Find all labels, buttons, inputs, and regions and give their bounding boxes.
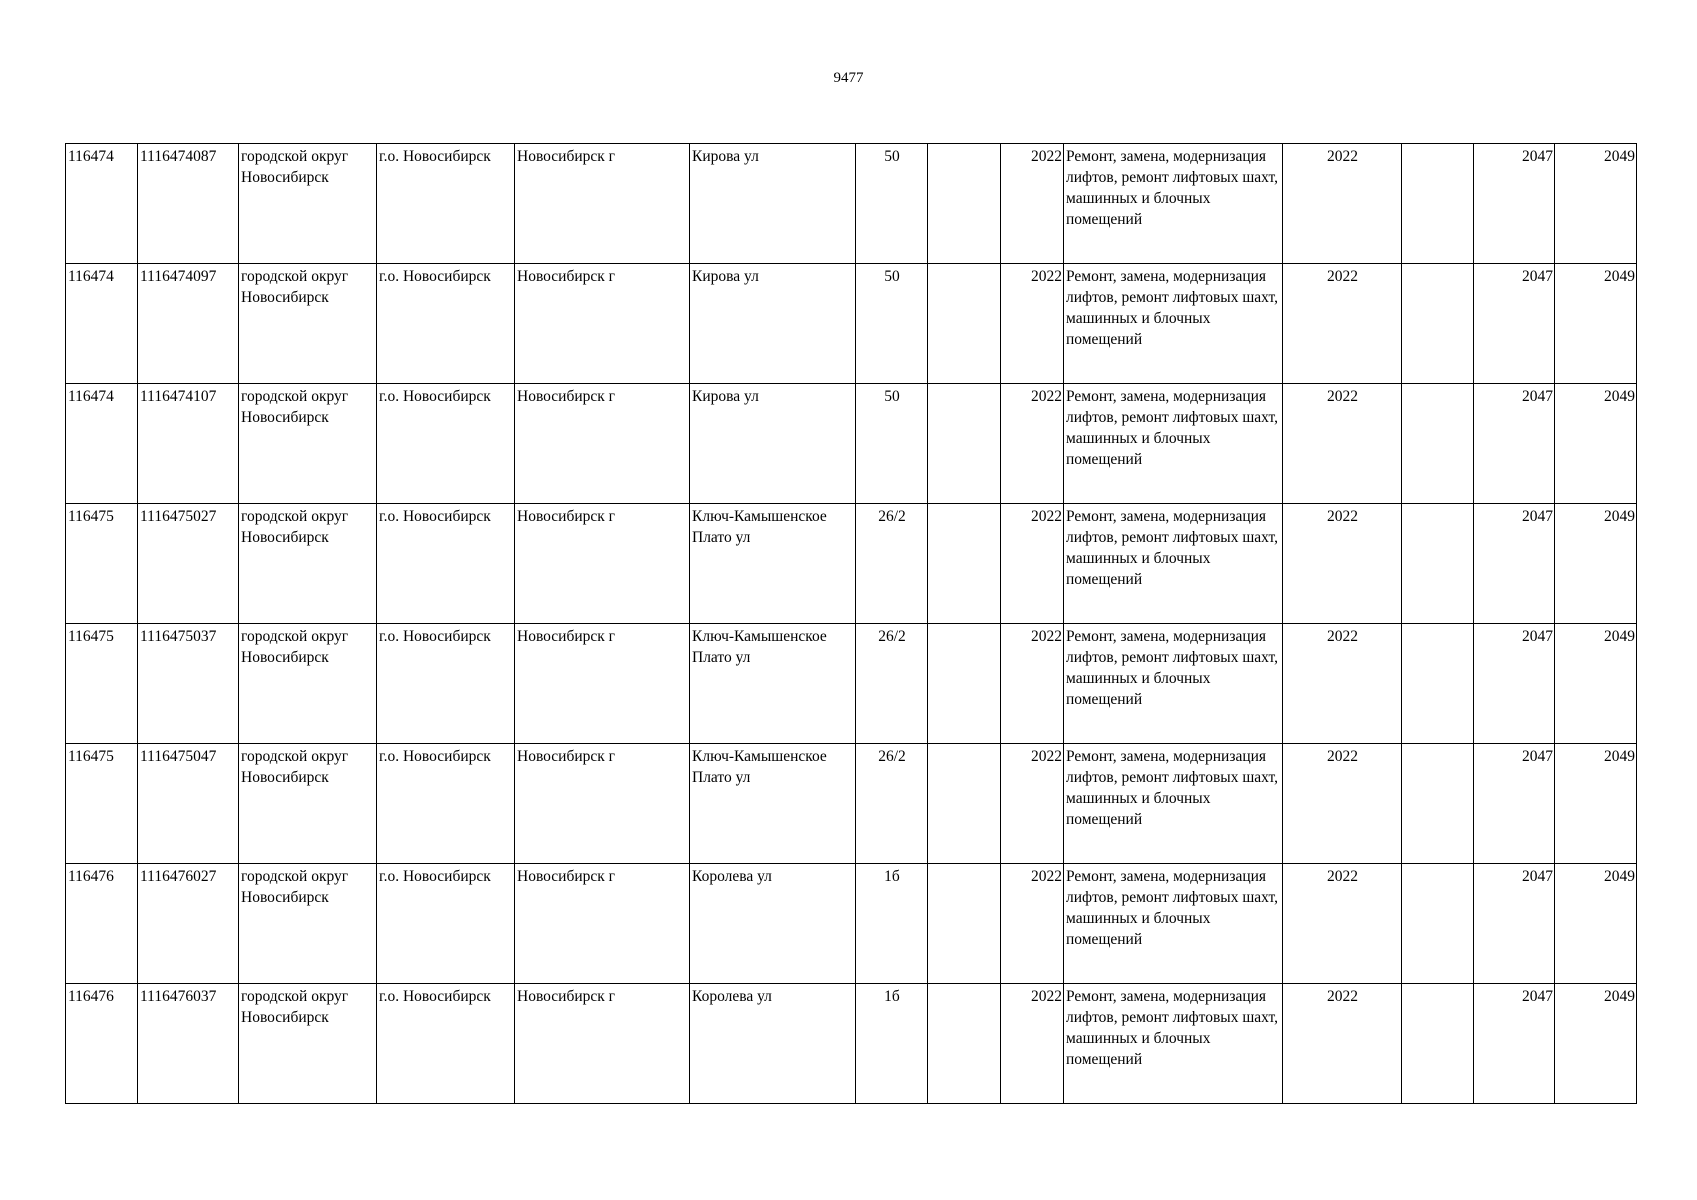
table-row — [66, 744, 1637, 864]
cell-empty-2 — [1402, 864, 1474, 984]
cell-street: Ключ-Камышенское Плато ул — [690, 504, 856, 624]
cell-year-4: 2049 — [1555, 864, 1637, 984]
cell-year-1: 2022 — [1001, 504, 1064, 624]
cell-settlement: Новосибирск г — [515, 984, 690, 1104]
cell-id: 116475 — [66, 624, 138, 744]
cell-municipality: г.о. Новосибирск — [377, 504, 515, 624]
cell-municipality: г.о. Новосибирск — [377, 984, 515, 1104]
cell-street: Ключ-Камышенское Плато ул — [690, 744, 856, 864]
cell-year-1: 2022 — [1001, 744, 1064, 864]
cell-street: Королева ул — [690, 984, 856, 1104]
cell-work-type: Ремонт, замена, модернизация лифтов, ремонт лифтовых шахт, машинных и блочных помещений — [1064, 864, 1283, 984]
cell-year-2: 2022 — [1283, 144, 1402, 264]
cell-year-3: 2047 — [1474, 744, 1555, 864]
cell-settlement: Новосибирск г — [515, 264, 690, 384]
cell-empty-2 — [1402, 624, 1474, 744]
table-body — [66, 144, 1637, 1104]
table-row — [66, 624, 1637, 744]
cell-house: 1б — [856, 984, 928, 1104]
cell-empty-1 — [928, 264, 1001, 384]
cell-year-3: 2047 — [1474, 384, 1555, 504]
cell-street: Кирова ул — [690, 264, 856, 384]
cell-id: 116476 — [66, 864, 138, 984]
cell-year-2: 2022 — [1283, 744, 1402, 864]
cell-district: городской округ Новосибирск — [239, 624, 377, 744]
cell-year-2: 2022 — [1283, 984, 1402, 1104]
cell-empty-2 — [1402, 504, 1474, 624]
cell-empty-1 — [928, 864, 1001, 984]
cell-id: 116475 — [66, 744, 138, 864]
cell-municipality: г.о. Новосибирск — [377, 624, 515, 744]
cell-empty-2 — [1402, 264, 1474, 384]
cell-empty-1 — [928, 984, 1001, 1104]
cell-settlement: Новосибирск г — [515, 144, 690, 264]
cell-year-1: 2022 — [1001, 264, 1064, 384]
cell-house: 50 — [856, 384, 928, 504]
cell-year-1: 2022 — [1001, 624, 1064, 744]
cell-year-1: 2022 — [1001, 984, 1064, 1104]
cell-year-3: 2047 — [1474, 264, 1555, 384]
table-row — [66, 384, 1637, 504]
cell-year-3: 2047 — [1474, 144, 1555, 264]
cell-work-type: Ремонт, замена, модернизация лифтов, ремонт лифтовых шахт, машинных и блочных помещений — [1064, 504, 1283, 624]
cell-house: 26/2 — [856, 624, 928, 744]
table-row — [66, 144, 1637, 264]
cell-municipality: г.о. Новосибирск — [377, 264, 515, 384]
cell-district: городской округ Новосибирск — [239, 384, 377, 504]
cell-empty-2 — [1402, 384, 1474, 504]
cell-year-2: 2022 — [1283, 624, 1402, 744]
table-row — [66, 504, 1637, 624]
cell-id: 116474 — [66, 264, 138, 384]
cell-settlement: Новосибирск г — [515, 744, 690, 864]
cell-code: 1116475027 — [138, 504, 239, 624]
cell-house: 50 — [856, 264, 928, 384]
cell-settlement: Новосибирск г — [515, 624, 690, 744]
cell-municipality: г.о. Новосибирск — [377, 744, 515, 864]
cell-street: Королева ул — [690, 864, 856, 984]
cell-work-type: Ремонт, замена, модернизация лифтов, ремонт лифтовых шахт, машинных и блочных помещений — [1064, 984, 1283, 1104]
cell-empty-1 — [928, 744, 1001, 864]
cell-id: 116475 — [66, 504, 138, 624]
cell-house: 50 — [856, 144, 928, 264]
cell-work-type: Ремонт, замена, модернизация лифтов, ремонт лифтовых шахт, машинных и блочных помещений — [1064, 144, 1283, 264]
cell-empty-1 — [928, 384, 1001, 504]
cell-work-type: Ремонт, замена, модернизация лифтов, ремонт лифтовых шахт, машинных и блочных помещений — [1064, 264, 1283, 384]
cell-code: 1116474107 — [138, 384, 239, 504]
cell-municipality: г.о. Новосибирск — [377, 864, 515, 984]
cell-house: 26/2 — [856, 744, 928, 864]
table-row — [66, 984, 1637, 1104]
cell-year-4: 2049 — [1555, 504, 1637, 624]
cell-street: Кирова ул — [690, 144, 856, 264]
cell-year-2: 2022 — [1283, 864, 1402, 984]
cell-street: Кирова ул — [690, 384, 856, 504]
cell-house: 1б — [856, 864, 928, 984]
cell-year-4: 2049 — [1555, 144, 1637, 264]
cell-district: городской округ Новосибирск — [239, 744, 377, 864]
cell-empty-1 — [928, 624, 1001, 744]
cell-work-type: Ремонт, замена, модернизация лифтов, ремонт лифтовых шахт, машинных и блочных помещений — [1064, 384, 1283, 504]
cell-year-1: 2022 — [1001, 384, 1064, 504]
cell-year-2: 2022 — [1283, 384, 1402, 504]
cell-id: 116474 — [66, 144, 138, 264]
cell-year-1: 2022 — [1001, 144, 1064, 264]
cell-empty-1 — [928, 504, 1001, 624]
cell-year-2: 2022 — [1283, 504, 1402, 624]
cell-id: 116476 — [66, 984, 138, 1104]
registry-table — [65, 143, 1637, 1104]
cell-year-4: 2049 — [1555, 264, 1637, 384]
cell-year-3: 2047 — [1474, 504, 1555, 624]
cell-settlement: Новосибирск г — [515, 864, 690, 984]
cell-municipality: г.о. Новосибирск — [377, 384, 515, 504]
cell-year-3: 2047 — [1474, 864, 1555, 984]
cell-district: городской округ Новосибирск — [239, 504, 377, 624]
table-row — [66, 264, 1637, 384]
cell-year-4: 2049 — [1555, 984, 1637, 1104]
cell-empty-2 — [1402, 144, 1474, 264]
cell-year-4: 2049 — [1555, 744, 1637, 864]
cell-district: городской округ Новосибирск — [239, 984, 377, 1104]
cell-code: 1116474087 — [138, 144, 239, 264]
page-number: 9477 — [833, 70, 864, 86]
cell-year-3: 2047 — [1474, 624, 1555, 744]
cell-municipality: г.о. Новосибирск — [377, 144, 515, 264]
cell-district: городской округ Новосибирск — [239, 144, 377, 264]
cell-house: 26/2 — [856, 504, 928, 624]
cell-district: городской округ Новосибирск — [239, 864, 377, 984]
cell-empty-1 — [928, 144, 1001, 264]
cell-code: 1116475037 — [138, 624, 239, 744]
cell-code: 1116476027 — [138, 864, 239, 984]
cell-year-1: 2022 — [1001, 864, 1064, 984]
cell-settlement: Новосибирск г — [515, 504, 690, 624]
cell-code: 1116475047 — [138, 744, 239, 864]
cell-code: 1116476037 — [138, 984, 239, 1104]
cell-street: Ключ-Камышенское Плато ул — [690, 624, 856, 744]
cell-year-4: 2049 — [1555, 384, 1637, 504]
cell-settlement: Новосибирск г — [515, 384, 690, 504]
table-row — [66, 864, 1637, 984]
cell-year-4: 2049 — [1555, 624, 1637, 744]
cell-year-2: 2022 — [1283, 264, 1402, 384]
cell-empty-2 — [1402, 984, 1474, 1104]
cell-district: городской округ Новосибирск — [239, 264, 377, 384]
cell-code: 1116474097 — [138, 264, 239, 384]
cell-work-type: Ремонт, замена, модернизация лифтов, ремонт лифтовых шахт, машинных и блочных помещений — [1064, 744, 1283, 864]
cell-id: 116474 — [66, 384, 138, 504]
cell-year-3: 2047 — [1474, 984, 1555, 1104]
cell-work-type: Ремонт, замена, модернизация лифтов, ремонт лифтовых шахт, машинных и блочных помещений — [1064, 624, 1283, 744]
cell-empty-2 — [1402, 744, 1474, 864]
